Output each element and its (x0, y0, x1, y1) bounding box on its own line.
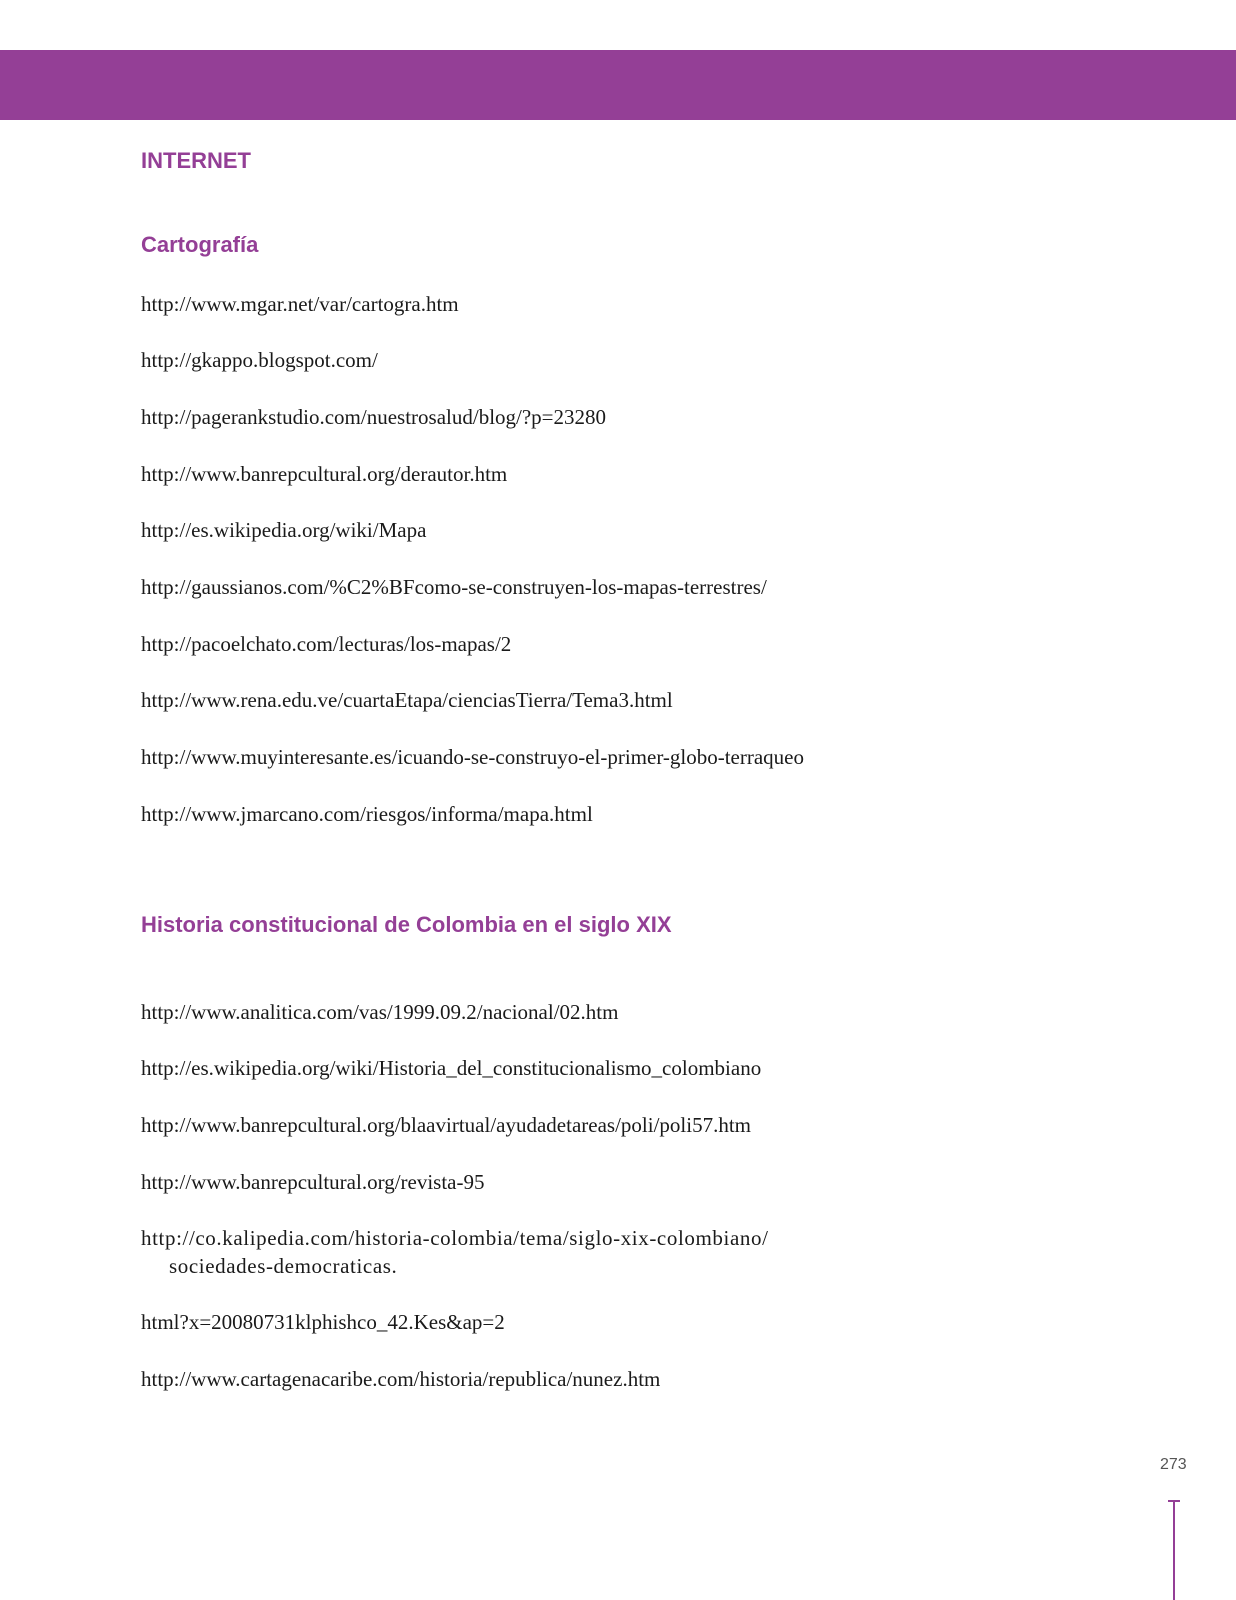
cartografia-link[interactable]: http://gkappo.blogspot.com/ (141, 348, 378, 372)
cartografia-link[interactable]: http://www.banrepcultural.org/derautor.htm (141, 462, 508, 486)
cartografia-link[interactable]: http://www.rena.edu.ve/cuartaEtapa/cienciasTierra/Tema3.html (141, 688, 673, 712)
historia-link-multiline[interactable] (141, 1224, 769, 1280)
cartografia-link[interactable]: http://gaussianos.com/%C2%BFcomo-se-construyen-los-mapas-terrestres/ (141, 575, 767, 599)
cartografia-heading: Cartografía (141, 232, 259, 257)
historia-link[interactable]: http://www.analitica.com/vas/1999.09.2/nacional/02.htm (141, 1000, 619, 1024)
cartografia-link[interactable]: http://es.wikipedia.org/wiki/Mapa (141, 518, 427, 542)
cartografia-link[interactable]: http://www.muyinteresante.es/icuando-se-construyo-el-primer-globo-terraqueo (141, 745, 804, 769)
margin-rule (1173, 1500, 1175, 1600)
historia-link-continuation: sociedades-democraticas. (169, 1254, 398, 1278)
cartografia-link[interactable]: http://pacoelchato.com/lecturas/los-mapas/2 (141, 632, 512, 656)
cartografia-link[interactable]: http://pagerankstudio.com/nuestrosalud/blog/?p=23280 (141, 405, 607, 429)
historia-link[interactable]: http://es.wikipedia.org/wiki/Historia_del_constitucionalismo_colombiano (141, 1056, 762, 1080)
page-number: 273 (1160, 1456, 1187, 1473)
historia-link[interactable]: http://www.banrepcultural.org/blaavirtual/ayudadetareas/poli/poli57.htm (141, 1113, 752, 1137)
historia-link[interactable]: html?x=20080731klphishco_42.Kes&ap=2 (141, 1310, 505, 1334)
historia-heading: Historia constitucional de Colombia en el siglo XIX (141, 912, 672, 937)
cartografia-link[interactable]: http://www.mgar.net/var/cartogra.htm (141, 292, 459, 316)
cartografia-link[interactable]: http://www.jmarcano.com/riesgos/informa/mapa.html (141, 802, 593, 826)
section-title: INTERNET (141, 148, 251, 173)
header-band (0, 50, 1236, 120)
historia-link[interactable]: http://www.banrepcultural.org/revista-95 (141, 1170, 485, 1194)
historia-link[interactable]: http://www.cartagenacaribe.com/historia/republica/nunez.htm (141, 1367, 661, 1391)
historia-link-part: http://co.kalipedia.com/historia-colombia/tema/siglo-xix-colombiano/ (141, 1226, 769, 1250)
